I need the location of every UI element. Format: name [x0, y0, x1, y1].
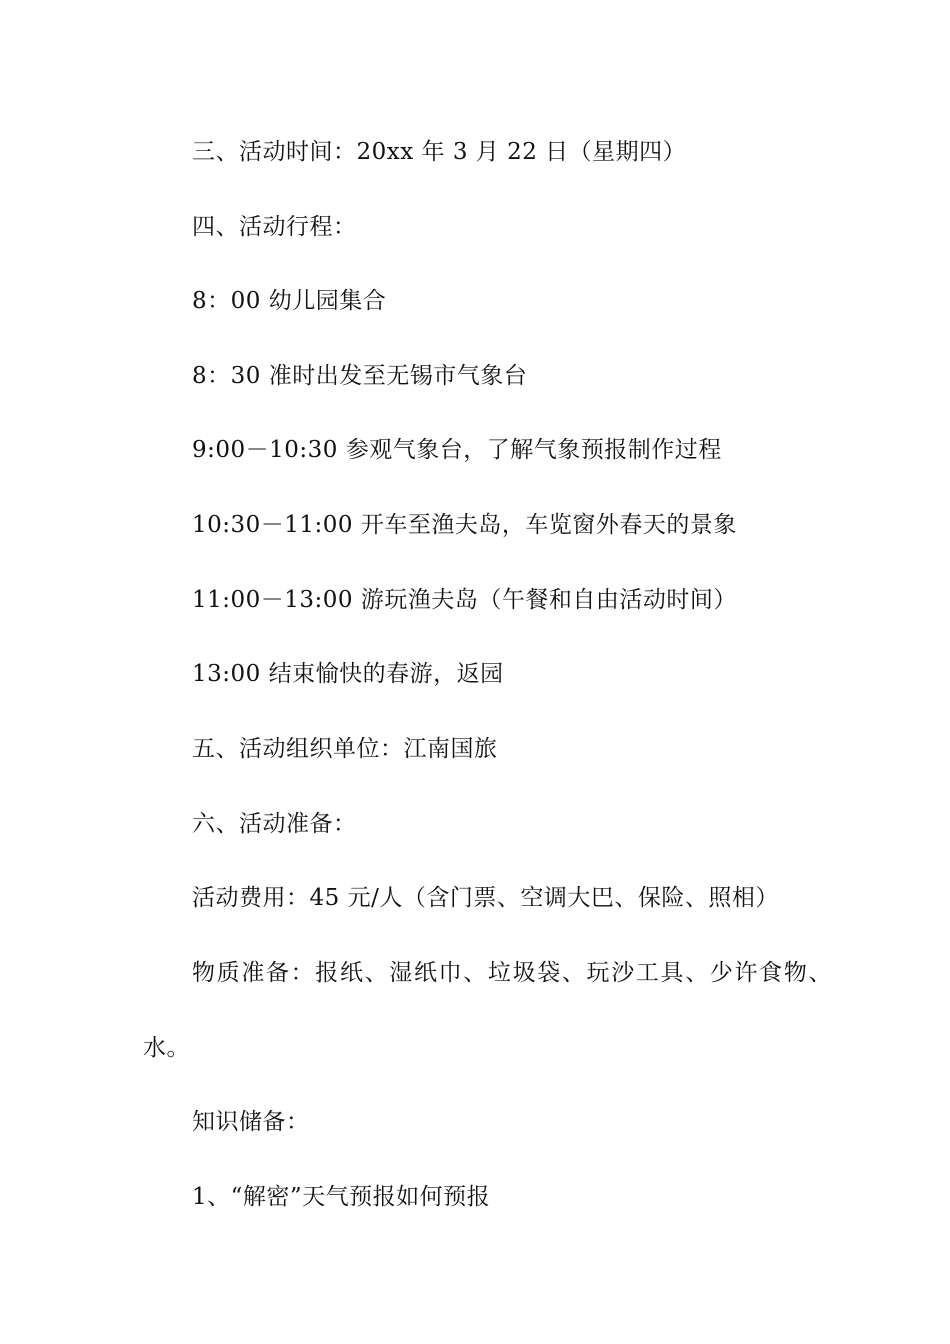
activity-time-line: 三、活动时间：20xx 年 3 月 22 日（星期四） — [192, 139, 687, 165]
knowledge-heading: 知识储备： — [192, 1109, 310, 1135]
itinerary-item-drive: 10:30－11:00 开车至渔夫岛，车览窗外春天的景象 — [192, 512, 737, 538]
materials-line: 物质准备：报纸、湿纸巾、垃圾袋、玩沙工具、少许食物、 — [192, 960, 832, 986]
itinerary-item-visit: 9:00－10:30 参观气象台，了解气象预报制作过程 — [192, 437, 722, 463]
knowledge-item-1: 1、“解密”天气预报如何预报 — [192, 1184, 491, 1210]
materials-line-continued: 水。 — [143, 1035, 190, 1061]
itinerary-heading: 四、活动行程： — [192, 214, 357, 240]
itinerary-item-island: 11:00－13:00 游玩渔夫岛（午餐和自由活动时间） — [192, 587, 737, 613]
itinerary-item-depart: 8：30 准时出发至无锡市气象台 — [192, 363, 528, 389]
preparation-heading: 六、活动准备： — [192, 811, 357, 837]
organizer-line: 五、活动组织单位：江南国旅 — [192, 736, 498, 762]
cost-line: 活动费用：45 元/人（含门票、空调大巴、保险、照相） — [192, 885, 779, 911]
itinerary-item-gather: 8：00 幼儿园集合 — [192, 288, 387, 314]
itinerary-item-return: 13:00 结束愉快的春游，返园 — [192, 661, 504, 687]
